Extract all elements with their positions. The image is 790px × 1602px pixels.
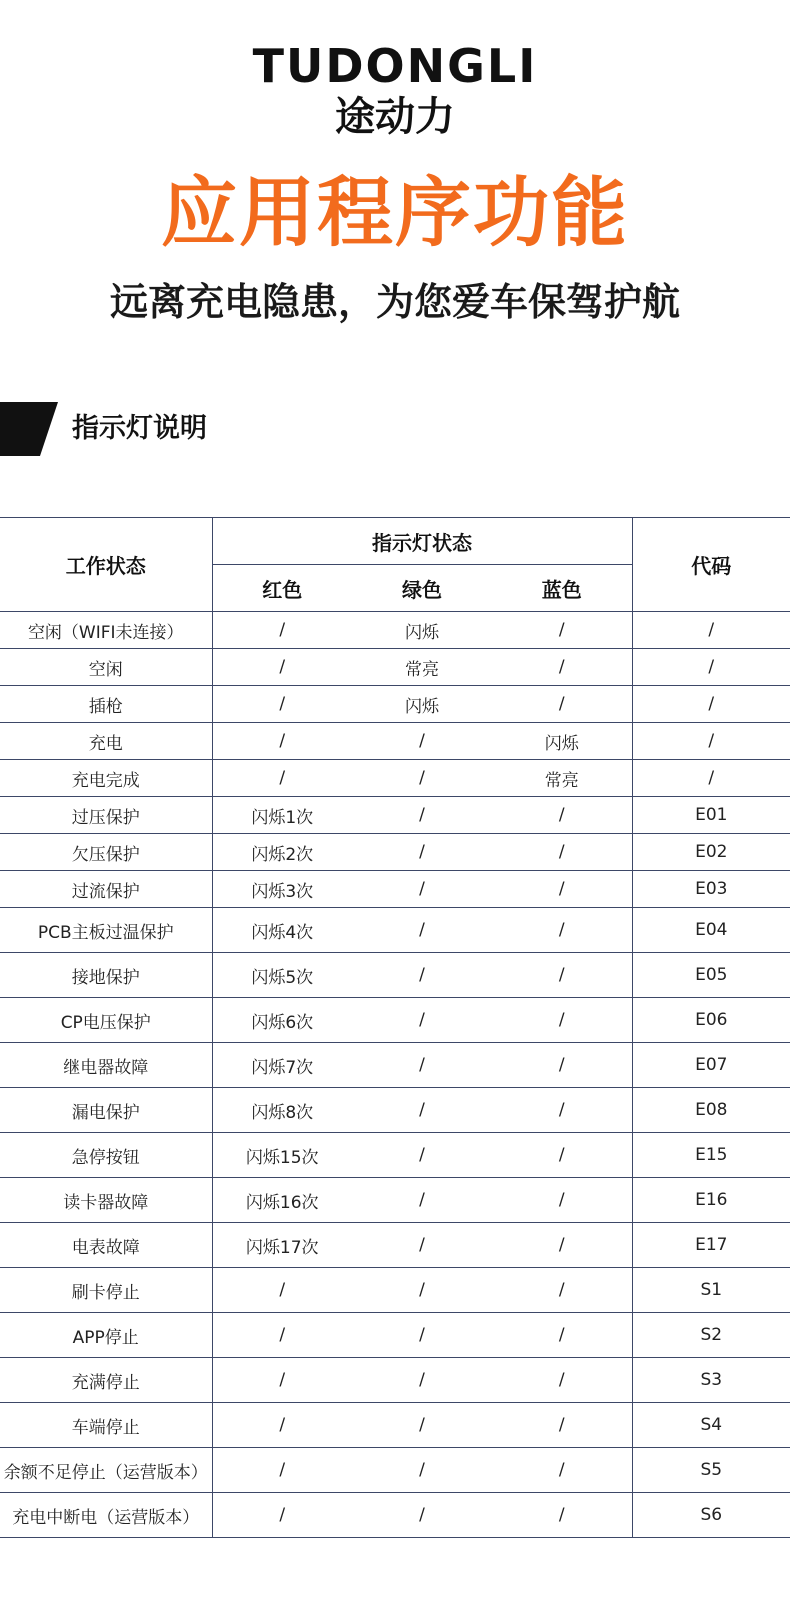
cell-green: /: [352, 1043, 492, 1088]
cell-green: 闪烁: [352, 686, 492, 723]
cell-blue: /: [492, 1223, 632, 1268]
cell-green: /: [352, 871, 492, 908]
cell-state: 继电器故障: [0, 1043, 212, 1088]
cell-red: /: [212, 760, 352, 797]
table-row: [0, 1088, 790, 1133]
table-row: [0, 1358, 790, 1403]
cell-blue: 闪烁: [492, 723, 632, 760]
cell-green: /: [352, 760, 492, 797]
cell-red: /: [212, 612, 352, 649]
cell-red: /: [212, 1448, 352, 1493]
table-row: [0, 760, 790, 797]
cell-blue: /: [492, 1268, 632, 1313]
cell-green: /: [352, 1313, 492, 1358]
header-blue: 蓝色: [492, 565, 632, 612]
cell-code: /: [632, 723, 790, 760]
cell-green: /: [352, 1493, 492, 1538]
cell-code: /: [632, 612, 790, 649]
cell-blue: /: [492, 1178, 632, 1223]
cell-code: E02: [632, 834, 790, 871]
cell-green: /: [352, 1448, 492, 1493]
table-row: [0, 1403, 790, 1448]
cell-blue: /: [492, 1493, 632, 1538]
cell-green: /: [352, 908, 492, 953]
cell-red: 闪烁4次: [212, 908, 352, 953]
section-title: 指示灯说明: [72, 413, 207, 444]
cell-red: 闪烁2次: [212, 834, 352, 871]
cell-green: /: [352, 1268, 492, 1313]
brand-logo: [0, 40, 790, 140]
cell-code: S2: [632, 1313, 790, 1358]
cell-state: 读卡器故障: [0, 1178, 212, 1223]
cell-green: /: [352, 1403, 492, 1448]
cell-code: E17: [632, 1223, 790, 1268]
cell-state: CP电压保护: [0, 998, 212, 1043]
page-subline: 远离充电隐患，为您爱车保驾护航: [109, 280, 680, 324]
cell-red: /: [212, 1358, 352, 1403]
cell-blue: /: [492, 1088, 632, 1133]
cell-blue: /: [492, 908, 632, 953]
cell-red: 闪烁1次: [212, 797, 352, 834]
cell-code: E08: [632, 1088, 790, 1133]
cell-red: 闪烁6次: [212, 998, 352, 1043]
header-code: 代码: [632, 518, 790, 612]
cell-blue: /: [492, 834, 632, 871]
cell-code: E16: [632, 1178, 790, 1223]
cell-state: 车端停止: [0, 1403, 212, 1448]
cell-green: 常亮: [352, 649, 492, 686]
cell-state: 空闲: [0, 649, 212, 686]
table-row: [0, 1493, 790, 1538]
header-green: 绿色: [352, 565, 492, 612]
cell-red: 闪烁15次: [212, 1133, 352, 1178]
cell-red: /: [212, 649, 352, 686]
indicator-table: [0, 517, 790, 1538]
cell-state: 空闲（WIFI未连接）: [0, 612, 212, 649]
cell-red: /: [212, 1268, 352, 1313]
table-row: [0, 1448, 790, 1493]
cell-code: S3: [632, 1358, 790, 1403]
cell-blue: /: [492, 998, 632, 1043]
cell-state: 插枪: [0, 686, 212, 723]
cell-blue: /: [492, 953, 632, 998]
cell-blue: /: [492, 871, 632, 908]
table-row: [0, 797, 790, 834]
section-header: [0, 402, 790, 456]
cell-state: 刷卡停止: [0, 1268, 212, 1313]
cell-blue: /: [492, 1358, 632, 1403]
cell-red: /: [212, 686, 352, 723]
cell-state: APP停止: [0, 1313, 212, 1358]
cell-red: 闪烁16次: [212, 1178, 352, 1223]
cell-code: S1: [632, 1268, 790, 1313]
cell-blue: /: [492, 1043, 632, 1088]
cell-red: /: [212, 1403, 352, 1448]
brand-name-en: TUDONGLI: [252, 39, 538, 93]
cell-state: 充满停止: [0, 1358, 212, 1403]
cell-code: S6: [632, 1493, 790, 1538]
cell-code: S5: [632, 1448, 790, 1493]
cell-green: /: [352, 834, 492, 871]
header-red: 红色: [212, 565, 352, 612]
table-row: [0, 1223, 790, 1268]
table-row: [0, 1268, 790, 1313]
cell-state: 电表故障: [0, 1223, 212, 1268]
cell-code: S4: [632, 1403, 790, 1448]
table-row: [0, 998, 790, 1043]
cell-state: 接地保护: [0, 953, 212, 998]
table-row: [0, 908, 790, 953]
cell-green: /: [352, 797, 492, 834]
cell-state: PCB主板过温保护: [0, 908, 212, 953]
table-body: [0, 612, 790, 1538]
cell-blue: /: [492, 797, 632, 834]
cell-state: 欠压保护: [0, 834, 212, 871]
cell-red: 闪烁17次: [212, 1223, 352, 1268]
table-row: [0, 953, 790, 998]
table-row: [0, 612, 790, 649]
cell-blue: /: [492, 1133, 632, 1178]
section-bar-icon: [0, 402, 58, 456]
cell-red: 闪烁5次: [212, 953, 352, 998]
cell-red: 闪烁8次: [212, 1088, 352, 1133]
cell-green: /: [352, 1358, 492, 1403]
cell-red: /: [212, 1313, 352, 1358]
cell-blue: /: [492, 686, 632, 723]
cell-state: 充电中断电（运营版本）: [0, 1493, 212, 1538]
cell-green: /: [352, 953, 492, 998]
cell-code: /: [632, 760, 790, 797]
cell-state: 过流保护: [0, 871, 212, 908]
cell-blue: /: [492, 1403, 632, 1448]
cell-state: 充电: [0, 723, 212, 760]
cell-green: /: [352, 1088, 492, 1133]
cell-code: /: [632, 686, 790, 723]
cell-blue: /: [492, 1313, 632, 1358]
cell-code: E04: [632, 908, 790, 953]
cell-state: 漏电保护: [0, 1088, 212, 1133]
table-row: [0, 686, 790, 723]
cell-code: E07: [632, 1043, 790, 1088]
table-row: [0, 871, 790, 908]
cell-blue: /: [492, 1448, 632, 1493]
table-row: [0, 834, 790, 871]
header-indicator: 指示灯状态: [212, 518, 632, 565]
cell-blue: /: [492, 612, 632, 649]
page-headline: 应用程序功能: [161, 168, 629, 257]
cell-code: E01: [632, 797, 790, 834]
table-row: [0, 1043, 790, 1088]
header-state: 工作状态: [0, 518, 212, 612]
cell-code: E05: [632, 953, 790, 998]
brand-name-cn: 途动力: [335, 94, 455, 140]
cell-code: E03: [632, 871, 790, 908]
table-row: [0, 723, 790, 760]
cell-code: E15: [632, 1133, 790, 1178]
cell-state: 充电完成: [0, 760, 212, 797]
table-row: [0, 1313, 790, 1358]
table-row: [0, 649, 790, 686]
cell-red: 闪烁3次: [212, 871, 352, 908]
cell-red: /: [212, 723, 352, 760]
cell-green: 闪烁: [352, 612, 492, 649]
cell-code: E06: [632, 998, 790, 1043]
cell-blue: 常亮: [492, 760, 632, 797]
cell-blue: /: [492, 649, 632, 686]
cell-green: /: [352, 1223, 492, 1268]
cell-green: /: [352, 998, 492, 1043]
table-row: [0, 1178, 790, 1223]
cell-green: /: [352, 723, 492, 760]
cell-green: /: [352, 1178, 492, 1223]
cell-green: /: [352, 1133, 492, 1178]
table-row: [0, 1133, 790, 1178]
cell-red: /: [212, 1493, 352, 1538]
cell-red: 闪烁7次: [212, 1043, 352, 1088]
cell-state: 急停按钮: [0, 1133, 212, 1178]
cell-state: 余额不足停止（运营版本）: [0, 1448, 212, 1493]
cell-state: 过压保护: [0, 797, 212, 834]
cell-code: /: [632, 649, 790, 686]
